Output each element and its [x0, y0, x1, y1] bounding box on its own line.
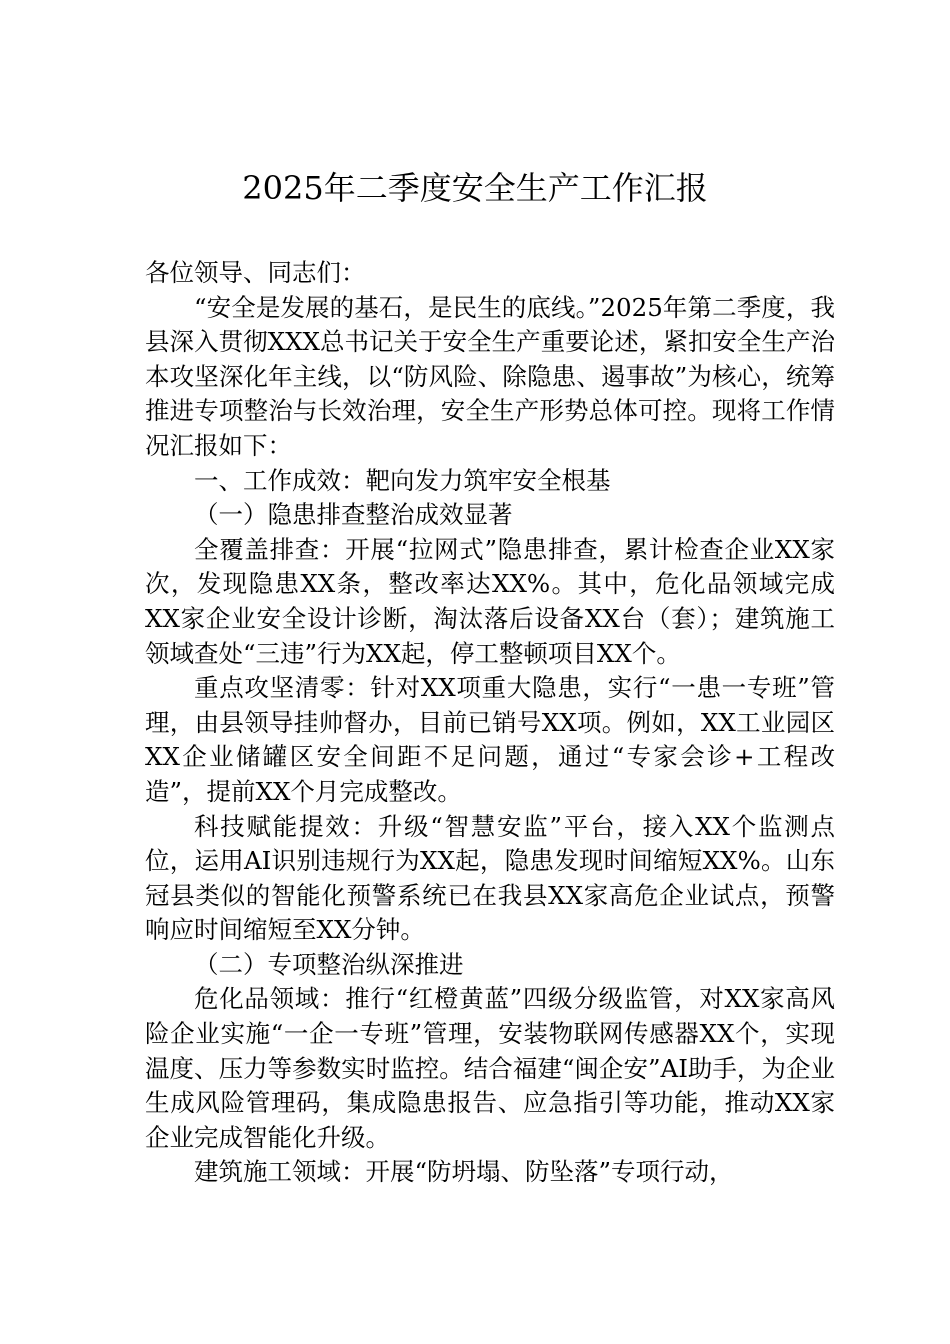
paragraph-hazardous-chemicals: 危化品领域：推行“红橙黄蓝”四级分级监管，对XX家高风险企业实施“一企一专班”管理，安装物联网传感器XX个，实现温度、压力等参数实时监控。结合福建“闽企安”AI助手，为企业生成风险管理码，集成隐患报告、应急指引等功能，推动XX家企业完成智能化升级。	[145, 984, 835, 1152]
intro-paragraph: “安全是发展的基石，是民生的底线。”2025年第二季度，我县深入贯彻XXX总书记关于安全生产重要论述，紧扣安全生产治本攻坚深化年主线，以“防风险、除隐患、遏事故”为核心，统筹推进专项整治与长效治理，安全生产形势总体可控。现将工作情况汇报如下：	[145, 292, 835, 460]
subsection-heading-1: （一）隐患排查整治成效显著	[194, 500, 513, 530]
paragraph-tech-empowerment: 科技赋能提效：升级“智慧安监”平台，接入XX个监测点位，运用AI识别违规行为XX起，隐患发现时间缩短XX%。山东冠县类似的智能化预警系统已在我县XX家高危企业试点，预警响应时间缩短至XX分钟。	[145, 811, 835, 945]
paragraph-construction: 建筑施工领域：开展“防坍塌、防坠落”专项行动，	[194, 1157, 734, 1187]
document-title: 2025年二季度安全生产工作汇报	[242, 169, 708, 207]
section-heading-1: 一、工作成效：靶向发力筑牢安全根基	[194, 465, 611, 495]
paragraph-key-tackling: 重点攻坚清零：针对XX项重大隐患，实行“一患一专班”管理，由县领导挂帅督办，目前已销号XX项。例如，XX工业园区XX企业储罐区安全间距不足问题，通过“专家会诊+工程改造”，提前XX个月完成整改。	[145, 673, 835, 806]
salutation: 各位领导、同志们：	[145, 258, 366, 287]
paragraph-full-coverage: 全覆盖排查：开展“拉网式”隐患排查，累计检查企业XX家次，发现隐患XX条，整改率达XX%。其中，危化品领域完成XX家企业安全设计诊断，淘汰落后设备XX台（套）；建筑施工领域查处“三违”行为XX起，停工整顿项目XX个。	[145, 534, 835, 668]
subsection-heading-2: （二）专项整治纵深推进	[194, 949, 464, 979]
document-body	[145, 256, 835, 1190]
